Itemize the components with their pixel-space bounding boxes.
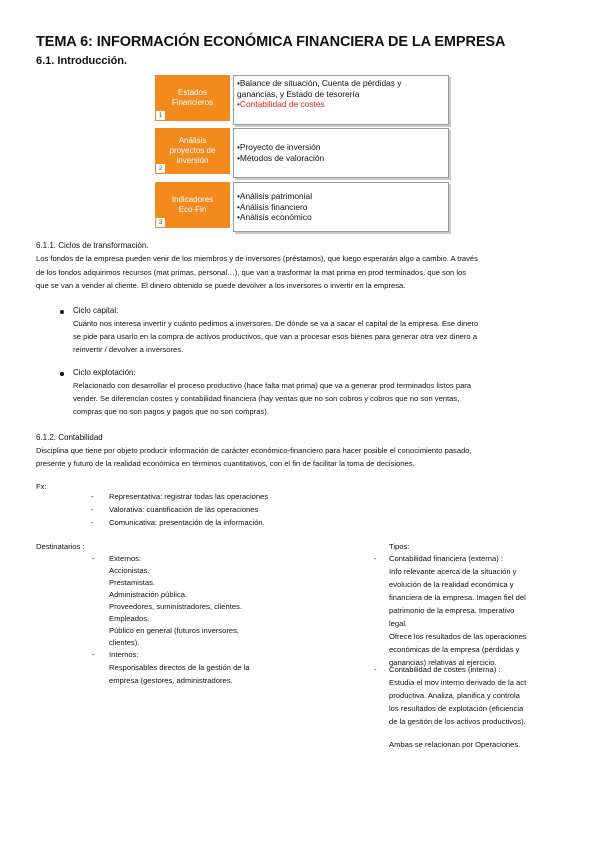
paragraph-line: Disciplina que tiene por objeto producir información de carácter económico-financiero para hacer posible el conocimiento pasado,: [36, 446, 472, 455]
diagram-row: [155, 128, 444, 174]
dash-marker: -: [91, 505, 94, 514]
externos-item: Empleados.: [109, 614, 150, 623]
diagram-panel: [233, 182, 449, 232]
paragraph-line: Relacionado con desarrollar el proceso productivo (hace falta mat prima) que va a generar prod terminados listos para: [73, 381, 472, 390]
diagram-box: Estados Financieros 1: [155, 75, 230, 121]
tipos-label: Tipos:: [389, 542, 410, 551]
destinatarios-label: Destinatarios :: [36, 542, 85, 551]
diagram-item-red: •Contabilidad de costes: [237, 99, 325, 109]
diagram-item: •Balance de situación, Cuenta de pérdidas y: [237, 78, 402, 88]
externos-item: Accionistas.: [109, 566, 150, 575]
tipo-line: de la gestión de los activos productivos).: [389, 717, 526, 726]
tipo-line: económicas de la empresa (pérdidas y: [389, 645, 520, 654]
diagram-number: 3: [156, 218, 165, 227]
diagram-item: •Métodos de valoración: [237, 152, 325, 163]
diagram-item: •Proyecto de inversión: [237, 142, 321, 152]
paragraph-line: Los fondos de la empresa pueden venir de los miembros y de inversores (préstamos), que luego esperarán algo a cambio. A través: [36, 254, 478, 263]
internos-item: empresa (gestores, administradores.: [109, 676, 233, 685]
tipo-costes-title: Contabilidad de costes (interna) :: [389, 665, 501, 674]
tipo-line: evolución de la realidad económica y: [389, 580, 514, 589]
paragraph-line: reinvertir / devolver a inversores.: [73, 345, 184, 354]
paragraph-line: de los fondos adquirimos recursos (mat primas, personal…), que van a trasformar la mat prima en prod terminados, que son los: [36, 268, 467, 277]
ambas-note: Ambas se relacionan por Operaciones.: [389, 740, 521, 749]
dash-marker: -: [91, 518, 94, 527]
internos-item: Responsables directos de la gestión de la: [109, 663, 250, 672]
tipo-line: ganancias) relativas al ejercicio.: [389, 658, 497, 667]
tipo-line: Ofrece los resultados de las operaciones: [389, 632, 527, 641]
dash-marker: -: [92, 650, 95, 659]
paragraph-line: se pide para usarlo en la compra de activos productivos, que van a procesar esos bienes para generar otra vez dinero a: [73, 332, 477, 341]
fx-item: Valorativa: cuantificación de las operaciones: [109, 505, 259, 514]
externos-item: clientes).: [109, 638, 140, 647]
tipo-line: productiva. Analiza, planifica y controla: [389, 691, 520, 700]
fx-item: Representativa: registrar todas las operaciones: [109, 492, 269, 501]
paragraph-line: presente y futuro de la realidad económica en términos cuantitativos, con el fin de facilitar la toma de decisiones.: [36, 459, 415, 468]
externos-item: Proveedores, suministradores, clientes.: [109, 602, 242, 611]
dash-marker: -: [92, 554, 95, 563]
tipo-line: patrimonio de la empresa. Imperativo: [389, 606, 515, 615]
externos-item: Administración pública.: [109, 590, 188, 599]
diagram-row: [155, 75, 444, 121]
diagram-box: Análisis proyectos de inversión 2: [155, 128, 230, 174]
paragraph-line: que se van a vender al cliente. El dinero obtenido se puede devolver a los inversores o invertir en la empresa.: [36, 281, 406, 290]
diagram-box: Indicadores Eco-Fin 3: [155, 182, 230, 228]
dash-marker: -: [374, 665, 377, 674]
paragraph-line: Cuánto nos interesa invertir y cuánto pedimos a inversores. De dónde se va a sacar el capital de la empresa. Ese dinero: [73, 319, 479, 328]
tipo-line: financiera de la empresa. Imagen fiel del: [389, 593, 526, 602]
heading-611: 6.1.1. Ciclos de transformación.: [36, 241, 149, 250]
paragraph-line: vender. Se diferencian costes y contabilidad financiera (hay ventas que no son cobros y cobros que no son ventas,: [73, 394, 460, 403]
externos-item: Público en general (futuros inversores,: [109, 626, 240, 635]
paragraph-line: compras que no son pagos y pagos que no son compras).: [73, 407, 269, 416]
bullet-icon: [60, 310, 64, 314]
diagram-item: ganancias, y Estado de tesorería: [237, 88, 360, 99]
externos-label: Externos:: [109, 554, 142, 563]
dash-marker: -: [91, 492, 94, 501]
ciclo-capital-title: Ciclo capital:: [73, 306, 119, 315]
tipo-line: Estudia el mov interno derivado de la act: [389, 678, 527, 687]
fx-item: Comunicativa: presentación de la información.: [109, 518, 265, 527]
diagram-item: •Análisis patrimonial: [237, 191, 313, 201]
tipo-financiera-title: Contabilidad financiera (externa) :: [389, 554, 503, 563]
diagram-number: 1: [156, 111, 165, 120]
diagram-row: [155, 182, 444, 228]
ciclo-explotacion-title: Ciclo explotación:: [73, 368, 136, 377]
diagram-item: •Análisis económico: [237, 212, 312, 222]
internos-label: Internos:: [109, 650, 139, 659]
diagram-number: 2: [156, 164, 165, 173]
externos-item: Prestamistas.: [109, 578, 155, 587]
tipo-line: legal.: [389, 619, 408, 628]
diagram-item: •Análisis financiero: [237, 201, 308, 212]
fx-label: Fx:: [36, 482, 47, 491]
tipo-line: los resultados de explotación (eficiencia: [389, 704, 524, 713]
heading-612: 6.1.2. Contabilidad: [36, 433, 103, 442]
page-title: TEMA 6: INFORMACIÓN ECONÓMICA FINANCIERA DE LA EMPRESA: [36, 34, 506, 50]
section-subtitle: 6.1. Introducción.: [36, 55, 128, 67]
diagram-panel: [233, 75, 449, 125]
tipo-line: Info relevante acerca de la situación y: [389, 567, 517, 576]
dash-marker: -: [374, 554, 377, 563]
bullet-icon: [60, 372, 64, 376]
diagram-panel: [233, 128, 449, 178]
